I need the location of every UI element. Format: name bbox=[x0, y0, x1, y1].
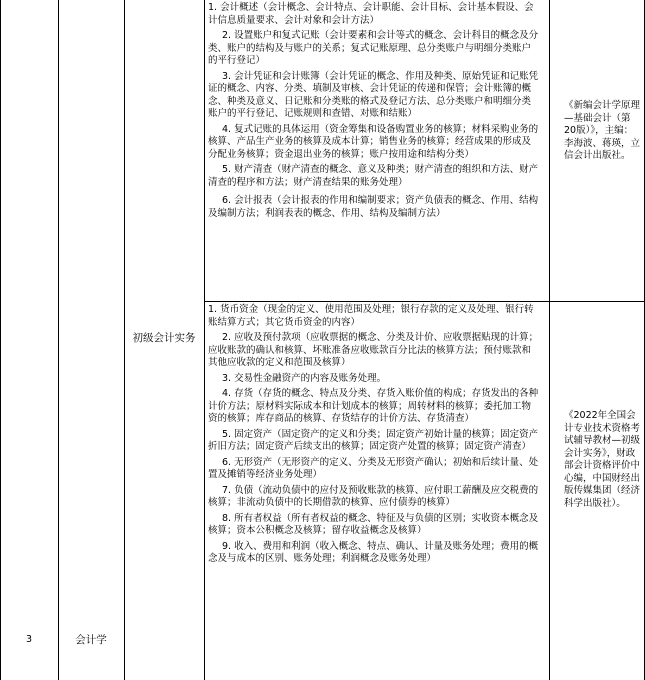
topic-item: 6. 会计报表（会计报表的作用和编制要求；资产负债表的概念、作用、结构及编制方法；利润表表的概念、作用、结构及编制方法） bbox=[208, 195, 539, 219]
topic-item: 1. 货币资金（现金的定义、使用范围及处理；银行存款的定义及处理、银行转账结算方式；其它货币资金的内容） bbox=[208, 304, 534, 328]
reference-text: 《2022年全国会计专业技术资格考试辅导教材—初级会计实务》，财政部会计资格评价中心编，中国财经出版传媒集团（经济科学出版社）。 bbox=[564, 410, 641, 509]
topic-item: 4. 存货（存货的概念、特点及分类、存货入账价值的构成；存货发出的各种计价方法；原材料实际成本和计划成本的核算；周转材料的核算；委托加工物资的核算；库存商品的核算、存货结存的计价方法、存货清查） bbox=[208, 388, 539, 424]
topic-item: 5. 财产清查（财产清查的概念、意义及种类；财产清查的组织和方法、财产清查的程序和方法；财产清查结果的账务处理） bbox=[208, 164, 539, 188]
topic-item: 3. 交易性金融资产的内容及账务处理。 bbox=[222, 372, 387, 384]
grid-line bbox=[204, 0, 205, 680]
course-cell bbox=[124, 318, 204, 358]
grid-line bbox=[549, 0, 550, 680]
grid-line bbox=[0, 0, 1, 680]
grid-line bbox=[58, 0, 59, 680]
topic-item: 8. 所有者权益（所有者权益的概念、特征及与负债的区别；实收资本概念及核算；资本公积概念及核算；留存收益概念及核算） bbox=[208, 512, 539, 536]
topic-item: 2. 应收及预付款项（应收票据的概念、分类及计价、应收票据贴现的计算；应收账款的确认和核算、坏账准备应收账款百分比法的核算方法；预付账款和其他应收款的定义和范围及核算） bbox=[208, 332, 539, 368]
row-index bbox=[0, 600, 58, 680]
course-text: 初级会计实务 bbox=[132, 331, 196, 344]
topic-item: 7. 负债（流动负债中的应付及预收账款的核算、应付职工薪酬及应交税费的核算；非流动负债中的长期借款的核算、应付债券的核算） bbox=[208, 484, 539, 508]
section-divider bbox=[204, 301, 645, 302]
section1-reference bbox=[556, 100, 642, 163]
subject-text: 会计学 bbox=[75, 633, 107, 646]
topic-item: 3. 会计凭证和会计账簿（会计凭证的概念、作用及种类、原始凭证和记账凭证的概念、内容、分类、填制及审核、会计凭证的传递和保管；会计账簿的概念、种类及意义、日记账和分类账的格式及登记方法、总分类账户和明细分类账户的平行登记、记账规则和查错、对账和结账） bbox=[208, 70, 539, 119]
row-index-text: 3 bbox=[25, 633, 33, 645]
section2-reference bbox=[556, 410, 642, 510]
section2-topics bbox=[208, 304, 540, 569]
topic-item: 2. 设置账户和复式记账（会计要素和会计等式的概念、会计科目的概念及分类、账户的结构及与账户的关系；复式记账原理、总分类账户与明细分类账户的平行登记） bbox=[208, 30, 539, 66]
topic-item: 6. 无形资产（无形资产的定义、分类及无形资产确认；初始和后续计量、处置及摊销等经济业务处理） bbox=[208, 456, 539, 480]
reference-text: 《新编会计学原理—基础会计（第20版）》，主编：李海波、蒋瑛，立信会计出版社。 bbox=[564, 100, 641, 161]
topic-item: 9. 收入、费用和利润（收入概念、特点、确认、计量及账务处理；费用的概念及与成本的区别、账务处理；利润概念及账务处理） bbox=[208, 540, 539, 564]
topic-item: 4. 复式记账的具体运用（资金筹集和设备购置业务的核算；材料采购业务的核算、产品生产业务的核算及成本计算；销售业务的核算；经营成果的形成及分配业务核算；资金退出业务的核算；账户按用途和结构分类） bbox=[208, 123, 539, 160]
subject-cell bbox=[58, 600, 124, 680]
topic-item: 5. 固定资产（固定资产的定义和分类；固定资产初始计量的核算；固定资产折旧方法；固定资产后续支出的核算；固定资产处置的核算；固定资产清查） bbox=[208, 428, 539, 452]
topic-item: 1. 会计概述（会计概念、会计特点、会计职能、会计目标、会计基本假设、会计信息质量要求、会计对象和会计方法） bbox=[208, 2, 534, 26]
section1-topics bbox=[208, 2, 540, 223]
